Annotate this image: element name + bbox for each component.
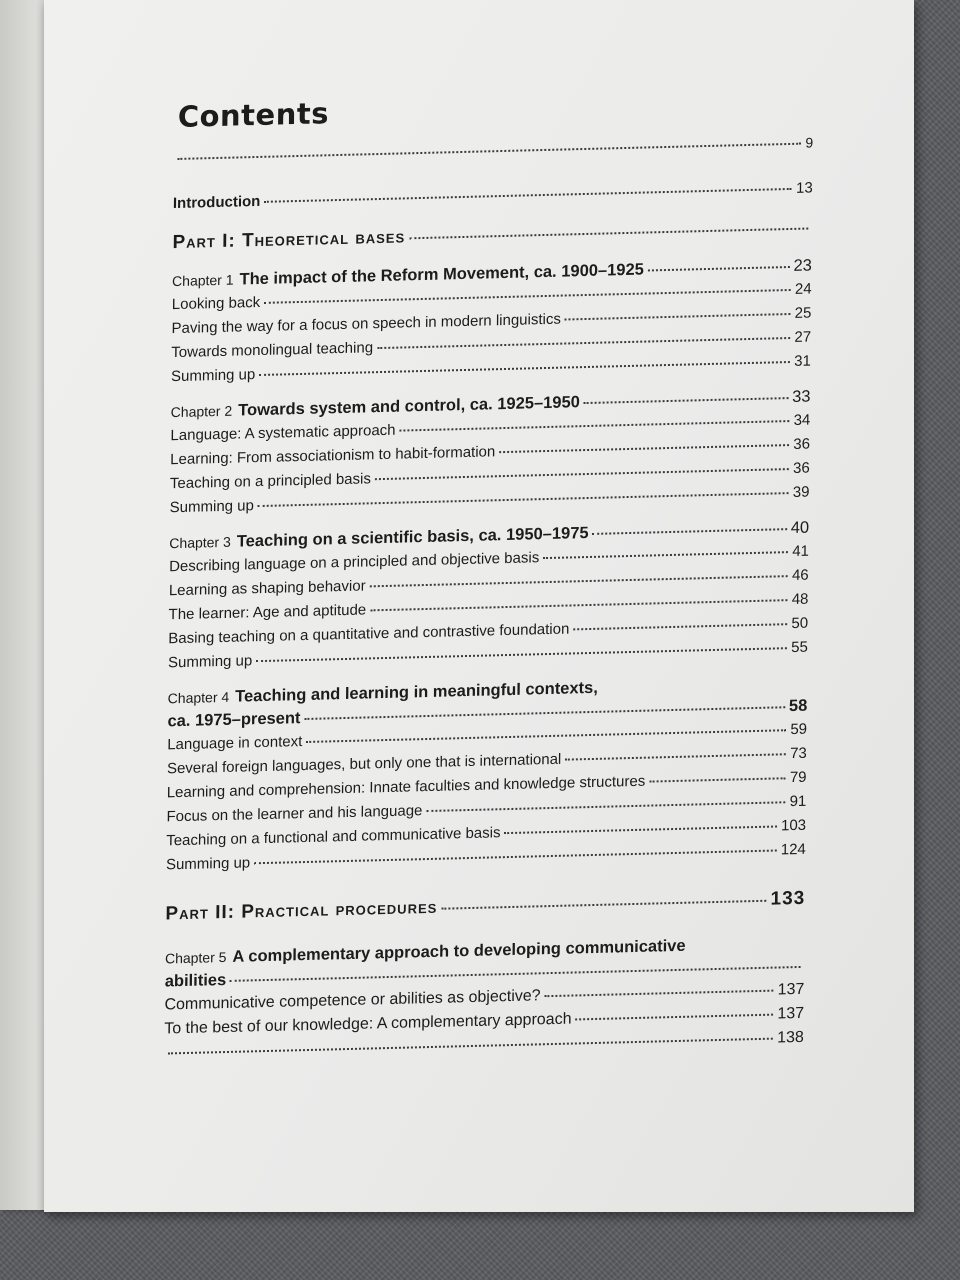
dot-leader [256, 645, 787, 662]
page-number: 138 [777, 1028, 804, 1047]
page-number: 91 [789, 792, 807, 811]
section-label: Learning and comprehension: Innate faculties and knowledge structures [166, 772, 646, 802]
chapter-title-cont: abilities [164, 970, 227, 991]
section-label: Summing up [169, 497, 255, 517]
dot-leader [375, 466, 789, 480]
toc-row-part-1 [172, 212, 812, 258]
page-number: 50 [791, 614, 809, 633]
page-number: 9 [805, 134, 814, 151]
section-label: Summing up [165, 854, 251, 874]
section-label: Summing up [168, 652, 253, 672]
section-label: Learning: From associationism to habit-formation [170, 443, 496, 469]
section-label: To the best of our knowledge: A complementary approach [164, 1010, 572, 1038]
chapter-title: Towards system and control, ca. 1925–1950 [238, 393, 580, 420]
dot-leader [441, 898, 766, 910]
dot-leader [306, 727, 786, 743]
section-label: Looking back [171, 293, 261, 314]
chapter-title: Teaching and learning in meaningful contexts, [235, 678, 598, 706]
dot-leader [593, 526, 787, 535]
page-number: 40 [790, 518, 810, 538]
page-number: 24 [794, 280, 812, 298]
chapter-title: Teaching on a scientific basis, ca. 1950–1975 [236, 523, 589, 551]
page-number: 46 [791, 566, 809, 585]
dot-leader [177, 141, 801, 160]
page-number: 124 [780, 840, 806, 859]
dot-leader [543, 549, 788, 559]
chapter-title: The impact of the Reform Movement, ca. 1900–1925 [239, 260, 644, 289]
dot-leader [264, 287, 791, 304]
toc-row-preface [173, 132, 813, 168]
page-number: 25 [794, 304, 812, 322]
entry-label: Introduction [172, 192, 261, 213]
page-number: 13 [795, 179, 813, 197]
section-label: Summing up [171, 366, 256, 386]
chapter-title-cont: ca. 1975–present [167, 709, 301, 731]
dot-leader [254, 847, 777, 864]
dot-leader [575, 1012, 773, 1021]
page-number: 79 [789, 768, 807, 787]
dot-leader [504, 823, 777, 834]
section-label: Several foreign languages, but only one that is international [166, 750, 562, 778]
dot-leader [258, 490, 789, 507]
page-number: 39 [792, 483, 810, 502]
page-number: 133 [770, 887, 806, 910]
page-number: 48 [791, 590, 809, 609]
dot-leader [370, 573, 788, 587]
section-label: Teaching on a functional and communicative basis [166, 824, 501, 850]
dot-leader [584, 395, 788, 404]
part-label: Part I: Theoretical bases [172, 226, 406, 254]
dot-leader [400, 418, 790, 432]
section-label: Language: A systematic approach [170, 421, 396, 445]
page-number: 103 [780, 816, 807, 835]
chapter-number: Chapter 1 [172, 271, 234, 290]
page-number: 27 [794, 328, 812, 346]
dot-leader [499, 442, 789, 453]
chapter-number: Chapter 2 [170, 402, 233, 421]
page-number: 58 [788, 696, 808, 716]
page-number: 36 [793, 435, 811, 453]
dot-leader [565, 311, 791, 321]
page-number: 137 [777, 1004, 805, 1023]
dot-leader [565, 751, 786, 760]
dot-leader [370, 597, 788, 611]
chapter-number: Chapter 3 [169, 533, 231, 552]
page-number: 36 [793, 459, 810, 477]
page-number: 137 [777, 980, 805, 999]
toc-row-introduction [173, 176, 813, 216]
section-label: Describing language on a principled and objective basis [169, 549, 540, 576]
toc-row-part-2 [165, 884, 805, 930]
dot-leader [264, 186, 792, 203]
page-number: 34 [793, 411, 811, 429]
section-label: Communicative competence or abilities as objective? [164, 987, 541, 1014]
section-label: Towards monolingual teaching [171, 339, 374, 362]
dot-leader [304, 704, 785, 720]
page-number: 33 [792, 387, 811, 406]
section-label: Teaching on a principled basis [169, 470, 371, 493]
section-label: Focus on the learner and his language [166, 802, 423, 826]
dot-leader [649, 775, 786, 782]
dot-leader [426, 799, 785, 812]
dot-leader [377, 335, 790, 349]
chapter-number: Chapter 4 [167, 688, 230, 707]
page-number: 55 [791, 638, 809, 657]
dot-leader [648, 264, 790, 271]
page-number: 73 [790, 744, 807, 763]
page-number: 23 [793, 256, 813, 275]
page-number: 31 [794, 352, 812, 370]
dot-leader [409, 226, 808, 240]
chapter-title: A complementary approach to developing communicative [232, 936, 686, 966]
part-label: Part II: Practical procedures [165, 896, 438, 925]
book-page [44, 0, 914, 1212]
section-label: Basing teaching on a quantitative and contrastive foundation [168, 620, 570, 648]
page-number: 41 [792, 542, 810, 561]
page-number: 59 [790, 720, 808, 739]
section-label: Language in context [167, 733, 303, 754]
section-label: Learning as shaping behavior [168, 577, 366, 600]
contents-title: Contents [177, 96, 330, 134]
table-of-contents [164, 84, 814, 1065]
dot-leader [259, 359, 790, 376]
section-label: The learner: Age and aptitude [168, 601, 367, 624]
dot-leader [545, 988, 774, 998]
section-label: Paving the way for a focus on speech in modern linguistics [171, 310, 561, 338]
dot-leader [573, 621, 787, 630]
chapter-number: Chapter 5 [164, 948, 227, 967]
